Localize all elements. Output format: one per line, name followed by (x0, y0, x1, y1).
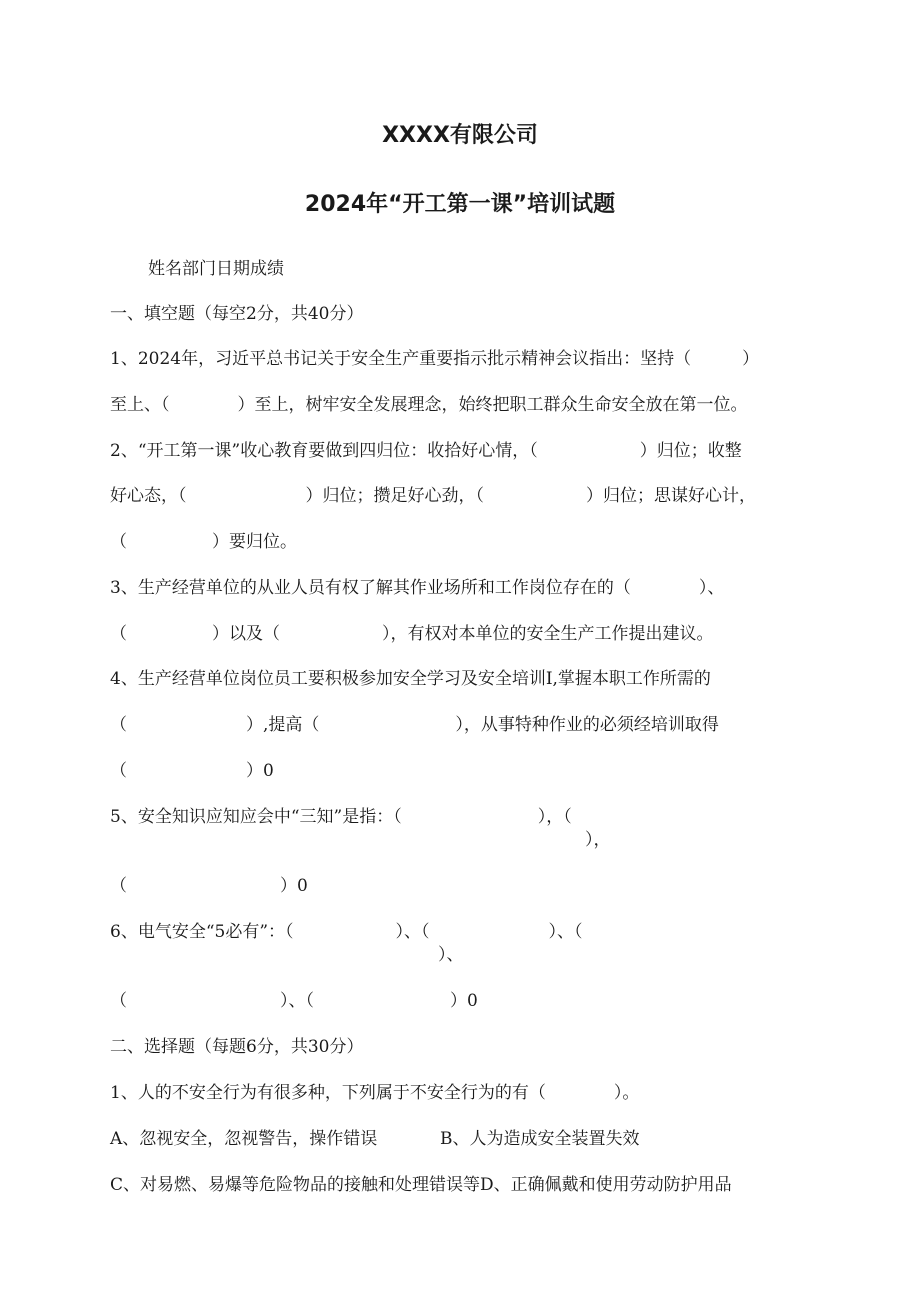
q5-line1-cont: ）， (585, 830, 611, 850)
q2-line1: 2、“开工第一课”收心教育要做到四归位：收拾好心情，（ ）归位；收整 (110, 441, 742, 461)
q2-line3: （ ）要归位。 (110, 532, 297, 552)
info-line: 姓名部门日期成绩 (148, 259, 284, 279)
section1-heading: 一、填空题（每空2分，共40分） (110, 304, 364, 324)
q3-line2: （ ）以及（ ），有权对本单位的安全生产工作提出建议。 (110, 624, 714, 644)
q4-line3: （ ）0 (110, 761, 274, 781)
q1-line2: 至上、（ ）至上，树牢安全发展理念，始终把职工群众生命安全放在第一位。 (110, 395, 748, 415)
q2-line2: 好心态，（ ）归位；攒足好心劲，（ ）归位；思谋好心计， (110, 486, 756, 506)
mcq1-option-b: B、人为造成安全装置失效 (440, 1129, 640, 1149)
q6-line1-cont: ）、 (438, 945, 464, 965)
section2-heading: 二、选择题（每题6分，共30分） (110, 1037, 364, 1057)
exam-title: 2024年“开工第一课”培训试题 (304, 192, 616, 217)
q6-line1: 6、电气安全“5必有”：（ ）、（ ）、（ (110, 922, 583, 942)
mcq1-option-cd: C、对易燃、易爆等危险物品的接触和处理错误等D、正确佩戴和使用劳动防护用品 (110, 1175, 732, 1195)
mcq1-option-a: A、忽视安全，忽视警告，操作错误 (110, 1129, 378, 1149)
q4-line1: 4、生产经营单位岗位员工要积极参加安全学习及安全培训I,掌握本职工作所需的 (110, 669, 711, 689)
q4-line2: （ ）,提高（ ），从事特种作业的必须经培训取得 (110, 715, 719, 735)
company-title: XXXX有限公司 (382, 123, 538, 148)
mcq1-stem: 1、人的不安全行为有很多种，下列属于不安全行为的有（ ）。 (110, 1083, 640, 1103)
q1-line1: 1、2024年，习近平总书记关于安全生产重要指示批示精神会议指出：坚持（ ） (110, 349, 760, 369)
q3-line1: 3、生产经营单位的从业人员有权了解其作业场所和工作岗位存在的（ ）、 (110, 578, 725, 598)
q5-line1: 5、安全知识应知应会中“三知”是指：（ ），（ (110, 807, 572, 827)
q6-line2: （ ）、（ ）0 (110, 991, 478, 1011)
q5-line2: （ ）0 (110, 876, 308, 896)
